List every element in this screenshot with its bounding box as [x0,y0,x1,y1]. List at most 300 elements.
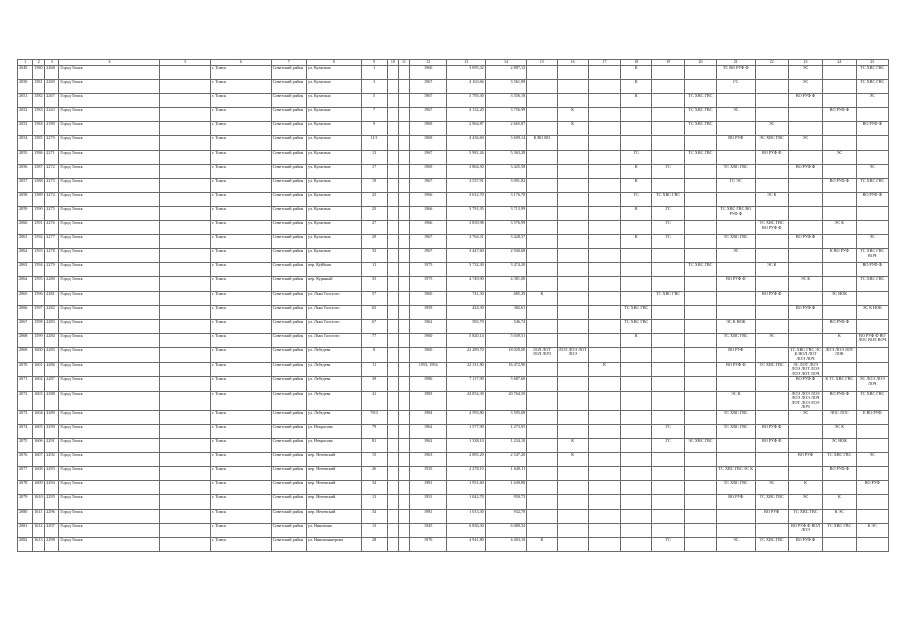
table-cell: Советский район [271,537,306,551]
table-cell: 1967 [410,108,447,122]
table-cell: 2071 [18,377,33,391]
table-cell [684,391,716,410]
table-cell: ЭС [856,453,888,467]
column-header-cell: 16 [557,60,588,66]
table-row [18,108,889,122]
table-cell: ГС [717,80,755,94]
table-row [18,206,889,220]
table-cell [160,291,211,305]
table-cell [823,263,856,277]
table-cell [652,319,684,333]
table-cell: 3 595,08 [485,410,526,424]
table-cell: Советский район [271,495,306,509]
table-cell: К [788,481,822,495]
table-row [18,537,889,551]
table-cell: ЭС К [823,221,856,235]
table-cell: ТС ХВС ГВС [621,319,652,333]
table-cell: ул. Льва Толстого [306,319,361,333]
table-cell [398,291,409,305]
table-cell: 2051 [18,94,33,108]
table-cell: ТС ХВС ГВС [684,94,716,108]
table-cell: 3 425,58 [485,164,526,178]
table-cell: ЭС [856,164,888,178]
table-cell [160,333,211,347]
table-cell: ГС [652,425,684,439]
table-cell [588,410,620,424]
table-cell: К [621,94,652,108]
table-cell: ЛОЭ ЛОЭ ЛОТ ЛОЭ [557,347,588,362]
table-cell: ЛОЭ ЛОЭ ЛОТ ЛОК [823,347,856,362]
table-cell: 2288 [45,391,59,410]
table-cell [755,453,788,467]
table-cell [621,391,652,410]
table-cell: Город Томск [59,192,160,206]
table-cell [652,453,684,467]
table-cell: 33 [361,249,387,263]
table-cell [652,495,684,509]
table-cell: г. Томск [210,410,271,424]
column-header-cell: 12 [410,60,447,66]
column-header-cell: 20 [684,60,716,66]
table-cell: ЭС [717,249,755,263]
table-cell: Советский район [271,453,306,467]
table-cell [823,66,856,80]
table-row [18,291,889,305]
table-cell [527,333,557,347]
table-cell: 2081 [18,523,33,537]
table-cell [755,164,788,178]
table-cell: 1602 [33,377,45,391]
table-cell: ВО РУФ Ф ВОЛ ЛОЭ [788,523,822,537]
table-cell [160,206,211,220]
table-cell [652,347,684,362]
table-cell: Город Томск [59,439,160,453]
table-cell: 1986 [410,377,447,391]
table-cell: 4 132,20 [447,108,485,122]
table-cell [160,481,211,495]
table-cell: 1593 [33,249,45,263]
table-cell: 1966 [410,221,447,235]
table-cell: 2064 [18,277,33,291]
table-cell: 3 428,57 [485,235,526,249]
table-cell [652,391,684,410]
table-row [18,495,889,509]
table-cell [398,221,409,235]
table-cell: г. Томск [210,80,271,94]
table-cell: 2049 [18,66,33,80]
column-header-cell: 8 [306,60,361,66]
table-cell [788,425,822,439]
table-cell [823,235,856,249]
table-cell: 25 [361,206,387,220]
table-cell [527,122,557,136]
table-row [18,178,889,192]
table-cell: 1966 [410,206,447,220]
table-cell [398,377,409,391]
table-row [18,347,889,362]
table-cell: ЭС [856,235,888,249]
table-cell [684,192,716,206]
table-cell: ул. Кулагина [306,94,361,108]
table-cell: К [527,537,557,551]
table-cell: Город Томск [59,235,160,249]
table-cell [398,122,409,136]
table-cell: 35 [361,277,387,291]
table-cell: 3 [361,80,387,94]
table-cell [160,277,211,291]
table-cell: ул. Кулагина [306,206,361,220]
table-cell [755,249,788,263]
table-cell: ул. Кулагина [306,66,361,80]
table-cell: 1967 [410,249,447,263]
table-cell: 1962 [410,439,447,453]
table-cell [160,108,211,122]
table-cell: ЭС НОК [823,291,856,305]
table-cell [160,305,211,319]
table-cell [160,122,211,136]
table-cell [398,66,409,80]
table-cell [387,362,398,377]
table-cell [755,391,788,410]
table-row [18,66,889,80]
table-cell: ул. Кулагина [306,249,361,263]
table-cell: 4 749,90 [447,277,485,291]
table-cell: 2286 [45,362,59,377]
table-cell [788,178,822,192]
table-cell [588,333,620,347]
table-cell: ул. Кулагина [306,136,361,150]
table-cell: 4 381,00 [485,277,526,291]
table-cell: 2279 [45,263,59,277]
table-cell [387,509,398,523]
table-cell: ГС [652,206,684,220]
table-cell: 65 [361,305,387,319]
table-cell: ВО РУФ Ф [823,178,856,192]
table-cell: ТС ХВС ГВС ВОЧ [856,249,888,263]
table-cell: ул. Кулагина [306,150,361,164]
table-cell: 3 609,14 [485,136,526,150]
table-cell: ЭС К НОК [856,305,888,319]
table-cell: г. Томск [210,94,271,108]
table-cell: 11/1 [361,136,387,150]
table-cell: 3 756,99 [485,108,526,122]
table-cell: ВО РУФ Ф [755,425,788,439]
table-row [18,136,889,150]
table-cell: 4 941,80 [447,537,485,551]
table-cell [588,481,620,495]
table-cell [856,150,888,164]
table-cell: 2059 [18,206,33,220]
table-cell [684,333,716,347]
table-cell: Советский район [271,80,306,94]
table-cell: 1606 [33,439,45,453]
table-cell: 2291 [45,439,59,453]
table-cell: 2074 [18,425,33,439]
table-cell [684,509,716,523]
table-cell: г. Томск [210,178,271,192]
table-cell [823,206,856,220]
table-cell: 2078 [18,481,33,495]
table-cell: г. Томск [210,150,271,164]
table-cell: ТС ХВС ГВС [717,425,755,439]
table-cell: 2285 [45,347,59,362]
table-cell [717,453,755,467]
table-cell [621,439,652,453]
table-cell: г. Томск [210,305,271,319]
table-cell [160,80,211,94]
table-cell: 2277 [45,235,59,249]
table-cell: ВО РУФ Ф [856,122,888,136]
table-cell [588,425,620,439]
table-cell: г. Томск [210,221,271,235]
table-cell: 1 951,60 [447,481,485,495]
table-cell: 2283 [45,319,59,333]
table-cell [788,319,822,333]
table-cell [717,150,755,164]
table-cell: 8 [361,347,387,362]
table-cell: Город Томск [59,481,160,495]
table-cell: 57 [361,291,387,305]
table-cell: ТС ХВС ГВС ВО РУФ Ф [717,206,755,220]
table-cell: г. Томск [210,192,271,206]
table-row [18,164,889,178]
table-body [18,60,889,552]
table-cell [588,523,620,537]
table-cell: 1 013,30 [447,509,485,523]
table-cell: 2297 [45,523,59,537]
table-row [18,410,889,424]
housing-registry-table [17,59,889,552]
table-cell: 932,78 [485,509,526,523]
table-cell: 2298 [45,537,59,551]
table-cell: 3 576,99 [485,221,526,235]
table-cell: г. Томск [210,249,271,263]
column-header-cell: 5 [160,60,211,66]
table-cell: 2276 [45,221,59,235]
table-cell [588,164,620,178]
table-cell: ЭС К [755,192,788,206]
table-cell: Советский район [271,439,306,453]
table-cell: 2079 [18,495,33,509]
table-cell: 2050 [18,80,33,94]
table-cell: 1605 [33,425,45,439]
table-cell [387,277,398,291]
table-cell: 2295 [45,495,59,509]
table-cell: 19 [361,178,387,192]
table-cell: г. Томск [210,362,271,377]
table-cell [856,291,888,305]
table-cell [717,94,755,108]
table-cell: Советский район [271,192,306,206]
table-cell: К [621,164,652,178]
table-cell: 1935 [410,467,447,481]
table-cell [652,150,684,164]
column-header-cell: 25 [856,60,888,66]
table-cell [684,164,716,178]
table-cell [387,453,398,467]
table-cell: 23 [361,192,387,206]
table-cell [755,206,788,220]
table-cell: Советский район [271,108,306,122]
table-cell [398,467,409,481]
table-cell [160,467,211,481]
table-cell: пер. Куриный [306,277,361,291]
table-cell: К [527,291,557,305]
table-cell [387,206,398,220]
table-cell [398,481,409,495]
table-cell: ТС ХВС ГВС ЭС К [717,467,755,481]
table-cell [160,495,211,509]
table-cell: 2067 [18,319,33,333]
table-cell [588,221,620,235]
table-cell [387,136,398,150]
table-cell [856,206,888,220]
table-cell [856,467,888,481]
table-cell: ВО РУФ Ф [788,377,822,391]
table-cell: 2296 [45,509,59,523]
table-cell: 20 764,50 [485,391,526,410]
table-cell: 1610 [33,495,45,509]
table-row [18,333,889,347]
table-cell [387,410,398,424]
table-cell: 79 [361,425,387,439]
table-cell: Е ВО РУФ [856,410,888,424]
table-cell [717,509,755,523]
table-cell [684,221,716,235]
table-cell [684,178,716,192]
column-header-cell: 24 [823,60,856,66]
table-cell: ГС ЭС [717,178,755,192]
table-cell [387,178,398,192]
table-cell [160,439,211,453]
table-cell [621,362,652,377]
table-cell [588,391,620,410]
table-cell: 2058 [18,192,33,206]
table-cell [387,94,398,108]
table-cell [621,291,652,305]
table-cell: 28 [361,537,387,551]
table-cell: 3 612,70 [447,192,485,206]
table-cell [527,150,557,164]
table-cell [684,206,716,220]
table-cell: ГС [652,537,684,551]
table-cell: ВО РУФ [788,453,822,467]
table-cell: 1984 [410,410,447,424]
table-cell [557,94,588,108]
table-cell: Город Томск [59,122,160,136]
table-cell [788,122,822,136]
table-cell: 16 472,90 [485,362,526,377]
table-cell: 2056 [18,164,33,178]
column-header-cell: 4 [59,60,160,66]
table-cell: 1583 [33,108,45,122]
table-cell: ВО РУФ Ф [788,537,822,551]
table-cell [387,439,398,453]
table-cell [684,347,716,362]
table-cell: ВО РУФ Ф [823,391,856,410]
table-cell: 1601 [33,362,45,377]
table-cell: ЭС НОК [823,439,856,453]
table-cell: ТС ВО РУФ Ф [717,66,755,80]
table-cell: 1600 [33,347,45,362]
column-header-cell: 1 [18,60,33,66]
table-cell: 1586 [33,150,45,164]
table-cell: ул. Некрасова [306,425,361,439]
table-cell: ВО РУФ Ф [823,467,856,481]
table-cell [160,263,211,277]
table-cell: 9 [361,122,387,136]
table-cell [588,122,620,136]
table-cell: 1960 [410,291,447,305]
table-cell [621,221,652,235]
table-cell: 1580 [33,66,45,80]
table-cell: 1612 [33,523,45,537]
table-cell [527,509,557,523]
table-cell: Город Томск [59,150,160,164]
table-cell [823,305,856,319]
table-cell [652,108,684,122]
table-cell [755,305,788,319]
table-cell: ЭС ХВС ГВС [684,439,716,453]
table-cell: 5 820,14 [447,333,485,347]
table-cell: 2072 [18,391,33,410]
table-cell [527,108,557,122]
table-cell [557,249,588,263]
table-cell [527,192,557,206]
table-cell [398,391,409,410]
table-cell: Город Томск [59,66,160,80]
table-cell [621,495,652,509]
table-cell: 77 [361,333,387,347]
table-cell: Город Томск [59,136,160,150]
table-cell: ТС ХВС ГВС [856,277,888,291]
table-cell: 1951 [410,495,447,509]
table-cell: ТС ХВС ГВС [755,495,788,509]
table-cell [588,192,620,206]
table-cell: 2 964,87 [447,122,485,136]
table-cell: 2054 [18,136,33,150]
table-row [18,94,889,108]
table-cell [527,164,557,178]
table-cell: Советский район [271,410,306,424]
table-cell: Советский район [271,319,306,333]
table-cell [684,537,716,551]
table-cell [387,319,398,333]
table-cell [398,305,409,319]
table-cell: Город Томск [59,178,160,192]
table-cell: ЛОЛ ЛОТ ЛОЛ ЛОЧ [527,347,557,362]
table-row [18,453,889,467]
table-cell [621,108,652,122]
table-cell [684,495,716,509]
table-cell: ВО РУФ Ф [788,94,822,108]
table-cell: 2076 [18,453,33,467]
table-cell [387,66,398,80]
table-cell [621,537,652,551]
column-header-cell: 14 [485,60,526,66]
table-cell: ВО РУФ [717,495,755,509]
table-cell [588,467,620,481]
table-cell: Советский район [271,150,306,164]
table-cell [160,136,211,150]
table-cell [398,333,409,347]
table-cell: 1591 [33,221,45,235]
table-cell: 7 [361,108,387,122]
table-cell: Город Томск [59,221,160,235]
table-cell [527,305,557,319]
table-cell [527,206,557,220]
table-cell [160,235,211,249]
